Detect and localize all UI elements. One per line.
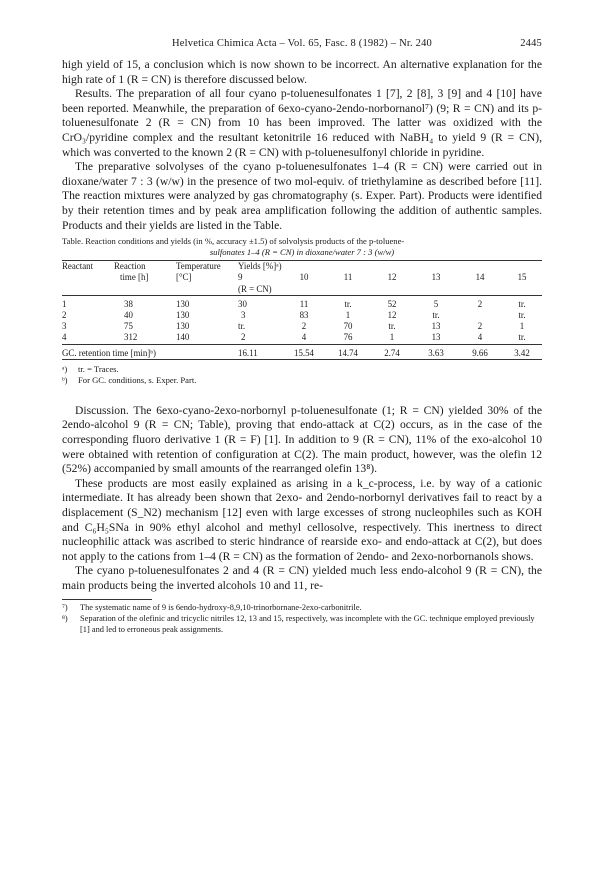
cell-yield: 13 <box>431 321 441 332</box>
cell-yield: 76 <box>343 332 353 343</box>
table-header-row <box>62 272 542 283</box>
retention-value: 3.42 <box>514 347 530 358</box>
cell-yield: 1 <box>345 309 351 320</box>
journal-title: Helvetica Chimica Acta – Vol. 65, Fasc. 8 (1982) – Nr. 240 <box>172 38 432 49</box>
cell-yield: tr. <box>432 309 440 320</box>
col-header-temperature: Temperature <box>176 261 221 272</box>
retention-value: 14.74 <box>338 347 358 358</box>
retention-value: 15.54 <box>294 347 314 358</box>
paragraph-results: Results. The preparation of all four cyano p-toluenesulfonates 1 [7], 2 [8], 3 [9] and 4 [10] have been reported. Meanwhile, the preparation of 6exo-cyano-2endo-norbornanol⁷) (9; R = CN) and its p-toluenesulfonate 2 (R = CN) from 10 has been improved. The latter was oxidized with the CrO₃/pyridine complex and the resultant ketonitrile 16 reduced with NaBH₄ to yield 9 (R = CN), which was converted to the known 2 (R = CN) with p-toluenesulfonyl chloride in pyridine. <box>62 87 542 159</box>
cell-yield: 11 <box>299 298 309 309</box>
cell-yield: 83 <box>299 309 309 320</box>
retention-value: 9.66 <box>472 347 488 358</box>
body-text-bottom <box>62 404 542 594</box>
cell-yield: 12 <box>387 309 397 320</box>
retention-value: 3.63 <box>428 347 444 358</box>
table-footnote <box>62 364 542 375</box>
footnote-text: For GC. conditions, s. Exper. Part. <box>78 374 197 385</box>
col-header-time: Reaction <box>114 261 146 272</box>
cell-time: 40 <box>124 309 133 320</box>
cell-temp: 130 <box>176 321 190 332</box>
page-footnotes <box>62 603 542 635</box>
running-header <box>62 38 542 54</box>
cell-yield: 3 <box>241 309 246 320</box>
cell-reactant: 1 <box>62 298 67 309</box>
cell-yield: tr. <box>238 321 246 332</box>
table-caption-line: sulfonates 1–4 (R = CN) in dioxane/water 7 : 3 (w/w) <box>209 247 395 258</box>
retention-row <box>62 348 542 360</box>
cell-time: 38 <box>124 298 133 309</box>
cell-temp: 130 <box>176 298 190 309</box>
col-header-rcn: (R = CN) <box>238 283 272 294</box>
cell-yield: tr. <box>344 298 352 309</box>
cell-yield: tr. <box>518 332 526 343</box>
table-caption-line: Table. Reaction conditions and yields (in %, accuracy ±1.5) of solvolysis products of the p-toluene- <box>62 236 405 247</box>
cell-yield: 30 <box>238 298 247 309</box>
table-footnotes <box>62 364 542 386</box>
cell-yield <box>458 310 502 321</box>
journal-page <box>62 38 542 635</box>
table-row <box>62 321 542 332</box>
paragraph: high yield of 15, a conclusion which is now shown to be incorrect. An alternative explanation for the high rate of 1 (R = CN) is therefore discussed below. <box>62 58 542 86</box>
footnote-mark: ᵇ) <box>62 374 68 385</box>
table-row <box>62 299 542 310</box>
yields-table <box>62 260 542 361</box>
cell-temp: 130 <box>176 309 190 320</box>
footnote-mark: ⁸) <box>62 614 68 624</box>
col-header-product: 9 <box>238 272 243 283</box>
page-footnote <box>62 603 542 614</box>
footnote-mark: ⁷) <box>62 603 68 613</box>
footnote-text: tr. = Traces. <box>78 363 119 374</box>
paragraph: The preparative solvolyses of the cyano p-toluenesulfonates 1–4 (R = CN) were carried out in dioxane/water 7 : 3 (w/w) in the presence of two mol-equiv. of triethylamine as described before [11]. The reaction mixtures were analyzed by gas chromatography (s. Exper. Part). Products were identified by their retention times and by peak area amplification following the addition of authentic samples. Products and their yields are listed in the Table. <box>62 160 542 232</box>
cell-yield: 4 <box>301 332 307 343</box>
col-header-product: 12 <box>387 272 397 283</box>
col-header-time-unit: time [h] <box>120 272 149 283</box>
paragraph: The cyano p-toluenesulfonates 2 and 4 (R = CN) yielded much less endo-alcohol 9 (R = CN), the main products being the inverted alcohols 10 and 11, re- <box>62 564 542 592</box>
cell-yield: 1 <box>389 332 395 343</box>
cell-yield: 52 <box>387 298 397 309</box>
cell-yield: tr. <box>388 321 396 332</box>
cell-yield: 2 <box>477 298 483 309</box>
retention-label: GC. retention time [min]ᵇ) <box>62 347 156 358</box>
cell-yield: 1 <box>519 321 525 332</box>
table-header-row <box>62 261 542 273</box>
cell-reactant: 3 <box>62 321 67 332</box>
table-row <box>62 332 542 344</box>
col-header-reactant: Reactant <box>62 261 94 272</box>
table-row <box>62 310 542 321</box>
cell-yield: 2 <box>477 321 483 332</box>
page-footnote <box>62 614 542 635</box>
cell-yield: 5 <box>433 298 439 309</box>
col-header-temp-unit: [°C] <box>176 272 192 283</box>
cell-temp: 140 <box>176 332 190 343</box>
paragraph: These products are most easily explained as arising in a k_c-process, i.e. by way of a cationic intermediate. It has already been shown that 2exo- and 2endo-norbornyl derivatives fail to react by a displacement (S_N2) mechanism [12] even with large excesses of strong nucleophiles such as KOH and C₆H₅SNa in 90% ethyl alcohol and methyl cellosolve, respectively. This inertness to direct nucleophilic attack was ascribed to steric hindrance of rearside exo- and endo-attack at C(2), but does not apply to the cations from 1–4 (R = CN) as the formation of 2endo- and 2exo-norbornanols shows. <box>62 476 542 563</box>
paragraph-discussion: Discussion. The 6exo-cyano-2exo-norbornyl p-toluenesulfonate (1; R = CN) yielded 30% of the 2endo-alcohol 9 (R = CN; Table), proving that endo-attack at C(2) occurs, as in the case of the corresponding fluoro derivative 1 (R = F) [1]. In addition to 9 (R = CN), 11% of the exo-alcohol 10 were obtained with retention of configuration at C(2). The main product, however, was the olefin 12 (52%) accompanied by small amounts of the rearranged olefin 13⁸). <box>62 403 542 476</box>
footnote-separator <box>62 599 152 600</box>
col-header-product: 11 <box>343 272 353 283</box>
footnote-text: The systematic name of 9 is 6endo-hydroxy-8,9,10-trinorbornane-2exo-carbonitrile. <box>80 603 362 613</box>
col-header-product: 15 <box>517 272 527 283</box>
cell-yield: 2 <box>301 321 307 332</box>
table-footnote <box>62 375 542 386</box>
cell-yield: 13 <box>431 332 441 343</box>
cell-yield: 70 <box>343 321 353 332</box>
col-header-product: 13 <box>431 272 441 283</box>
col-header-product: 10 <box>299 272 309 283</box>
cell-yield: tr. <box>518 298 526 309</box>
cell-yield: 2 <box>241 332 246 343</box>
cell-reactant: 2 <box>62 309 67 320</box>
cell-yield: tr. <box>518 309 526 320</box>
page-number: 2445 <box>520 38 542 49</box>
retention-value: 16.11 <box>238 347 258 358</box>
cell-time: 312 <box>124 332 138 343</box>
cell-yield: 4 <box>477 332 483 343</box>
table-caption <box>62 236 542 258</box>
cell-reactant: 4 <box>62 332 67 343</box>
table-header-row <box>62 284 542 296</box>
footnote-mark: ᵃ) <box>62 363 68 374</box>
col-header-product: 14 <box>475 272 485 283</box>
retention-value: 2.74 <box>384 347 400 358</box>
footnote-text: Separation of the olefinic and tricyclic nitriles 12, 13 and 15, respectively, was incomplete with the GC. technique employed previously [1] and led to erroneous peak assignments. <box>80 614 535 634</box>
cell-time: 75 <box>124 321 133 332</box>
col-header-yields: Yields [%]ᵃ) <box>238 261 282 272</box>
body-text-top <box>62 58 542 233</box>
